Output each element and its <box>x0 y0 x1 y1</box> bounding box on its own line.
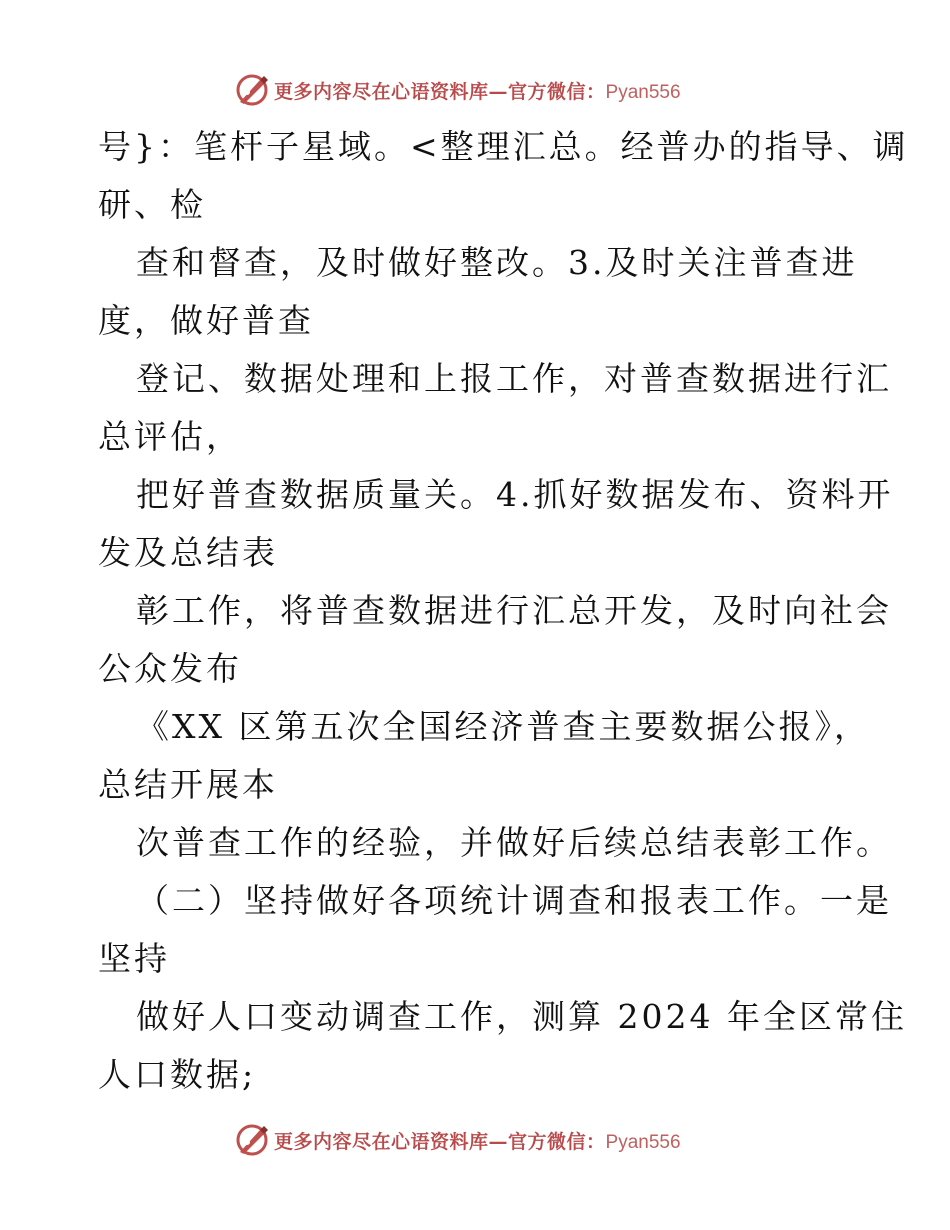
text-line: 发及总结表 <box>98 533 278 572</box>
text-line: 人口数据; <box>98 1055 257 1094</box>
text-line: 度，做好普查 <box>98 301 314 340</box>
pen-logo-icon <box>234 1122 270 1158</box>
text-line: 研、检 <box>98 185 206 224</box>
text-line: （二）坚持做好各项统计调查和报表工作。一是 <box>136 881 892 920</box>
watermark-wechat-id: Pyan556 <box>605 81 681 103</box>
watermark-text: 更多内容尽在心语资料库—官方微信：Pyan556 <box>274 80 681 103</box>
watermark-wechat-id: Pyan556 <box>605 1131 681 1153</box>
text-line: 查和督查，及时做好整改。3.及时关注普查进 <box>136 243 858 282</box>
text-line: 次普查工作的经验，并做好后续总结表彰工作。 <box>136 823 892 862</box>
text-line: 总结开展本 <box>98 765 278 804</box>
document-body <box>98 118 909 1104</box>
header-watermark <box>234 70 681 110</box>
text-line: 号}：笔杆子星域。<整理汇总。经普办的指导、调 <box>98 127 909 166</box>
footer-watermark <box>234 1120 681 1160</box>
text-line: 公众发布 <box>98 649 242 688</box>
text-line: 把好普查数据质量关。4.抓好数据发布、资料开 <box>136 475 894 514</box>
watermark-text: 更多内容尽在心语资料库—官方微信：Pyan556 <box>274 1130 681 1153</box>
text-line: 《XX 区第五次全国经济普查主要数据公报》， <box>136 707 870 746</box>
text-line: 坚持 <box>98 939 170 978</box>
text-line: 彰工作，将普查数据进行汇总开发，及时向社会 <box>136 591 892 630</box>
text-line: 登记、数据处理和上报工作，对普查数据进行汇 <box>136 359 892 398</box>
text-line: 总评估， <box>98 417 242 456</box>
text-line: 做好人口变动调查工作，测算 2024 年全区常住 <box>136 997 907 1036</box>
pen-logo-icon <box>234 72 270 108</box>
